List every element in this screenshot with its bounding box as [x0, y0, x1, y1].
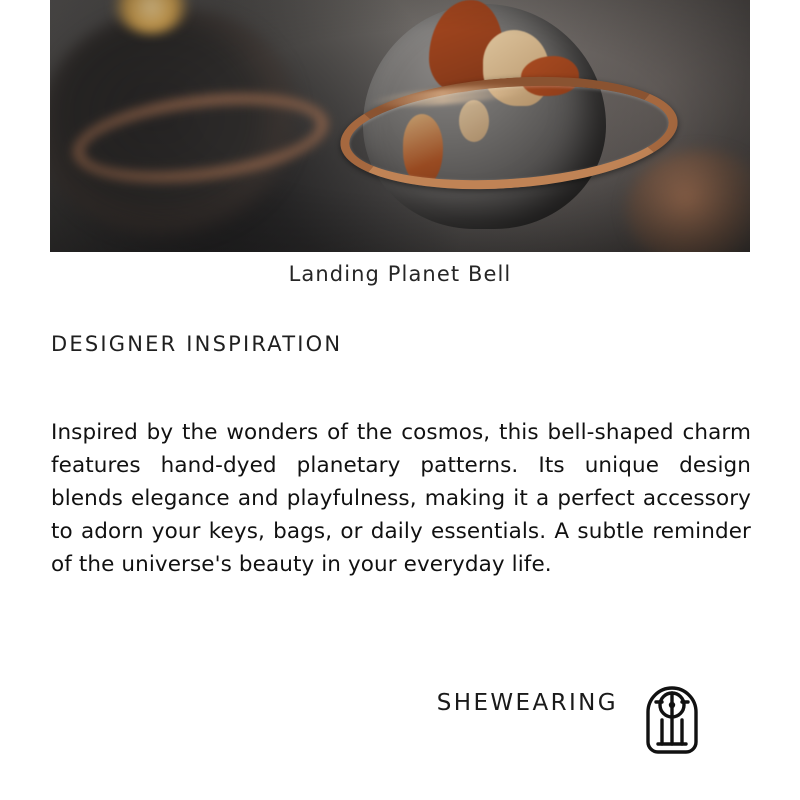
section-heading-designer-inspiration: DESIGNER INSPIRATION: [51, 332, 343, 356]
designer-inspiration-body: Inspired by the wonders of the cosmos, this bell-shaped charm features hand-dyed planetary patterns. Its unique design blends elegance and playfulness, making it a perfect accessory to adorn your keys, bags, or daily essentials. A subtle reminder of the universe's beauty in your everyday life.: [51, 419, 751, 577]
shewearing-monogram-icon: [634, 672, 710, 762]
brand-footer: [0, 672, 800, 762]
product-caption: Landing Planet Bell: [288, 262, 512, 286]
brand-name: SHEWEARING: [436, 690, 618, 716]
product-hero-image: [50, 0, 750, 252]
